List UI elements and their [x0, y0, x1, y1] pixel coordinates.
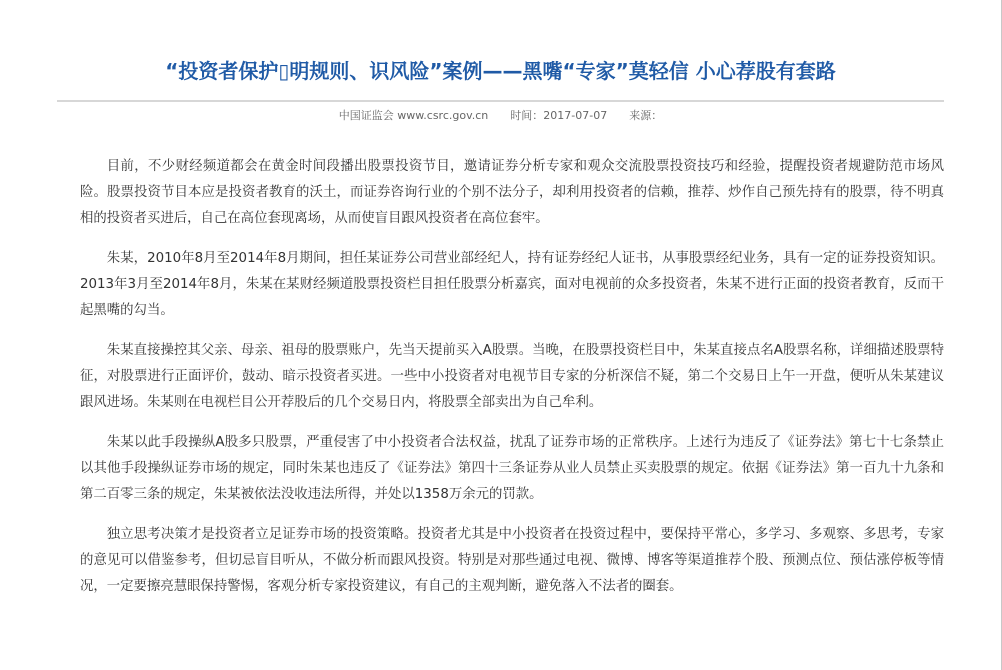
title-divider — [57, 100, 944, 102]
meta-origin: 来源： — [629, 109, 663, 122]
paragraph-5: 独立思考决策才是投资者立足证券市场的投资策略。投资者尤其是中小投资者在投资过程中，要保持平常心，多学习、多观察、多思考，专家的意见可以借鉴参考，但切忌盲目听从，不做分析而跟风投资。特别是对那些通过电视、微博、博客等渠道推荐个股、预测点位、预估涨停板等情况，一定要擦亮慧眼保持警惕，客观分析专家投资建议，有自己的主观判断，避免落入不法者的圈套。 — [80, 527, 944, 594]
meta-source: 中国证监会 www.csrc.gov.cn — [338, 109, 489, 122]
paragraph-1: 目前，不少财经频道都会在黄金时间段播出股票投资节目，邀请证券分析专家和观众交流股票投资技巧和经验，提醒投资者规避防范市场风险。股票投资节目本应是投资者教育的沃土，而证券咨询行业的个别不法分子，却利用投资者的信赖，推荐、炒作自己预先持有的股票，待不明真相的投资者买进后，自己在高位套现离场，从而使盲目跟风投资者在高位套牢。 — [80, 159, 944, 226]
article — [57, 0, 944, 614]
paragraph-4: 朱某以此手段操纵A股多只股票，严重侵害了中小投资者合法权益，扰乱了证券市场的正常秩序。上述行为违反了《证券法》第七十七条禁止以其他手段操纵证券市场的规定，同时朱某也违反了《证券法》第四十三条证券从业人员禁止买卖股票的规定。依据《证券法》第一百九十九条和第二百零三条的规定，朱某被依法没收违法所得，并处以1358万余元的罚款。 — [80, 435, 944, 502]
article-title: “投资者保护▯明规则、识风险”案例——黑嘴“专家”莫轻信 小心荐股有套路 — [165, 59, 836, 83]
article-meta — [57, 109, 944, 123]
paragraph-2: 朱某，2010年8月至2014年8月期间，担任某证券公司营业部经纪人，持有证券经纪人证书，从事股票经纪业务，具有一定的证券投资知识。2013年3月至2014年8月，朱某在某财经频道股票投资栏目担任股票分析嘉宾，面对电视前的众多投资者，朱某不进行正面的投资者教育，反而干起黑嘴的勾当。 — [80, 251, 944, 318]
meta-time: 时间：2017-07-07 — [510, 109, 608, 122]
paragraph-3: 朱某直接操控其父亲、母亲、祖母的股票账户，先当天提前买入A股票。当晚，在股票投资栏目中，朱某直接点名A股票名称，详细描述股票特征，对股票进行正面评价，鼓动、暗示投资者买进。一些中小投资者对电视节目专家的分析深信不疑，第二个交易日上午一开盘，便听从朱某建议跟风进场。朱某则在电视栏目公开荐股后的几个交易日内，将股票全部卖出为自己牟利。 — [80, 343, 944, 410]
article-body — [57, 154, 944, 600]
